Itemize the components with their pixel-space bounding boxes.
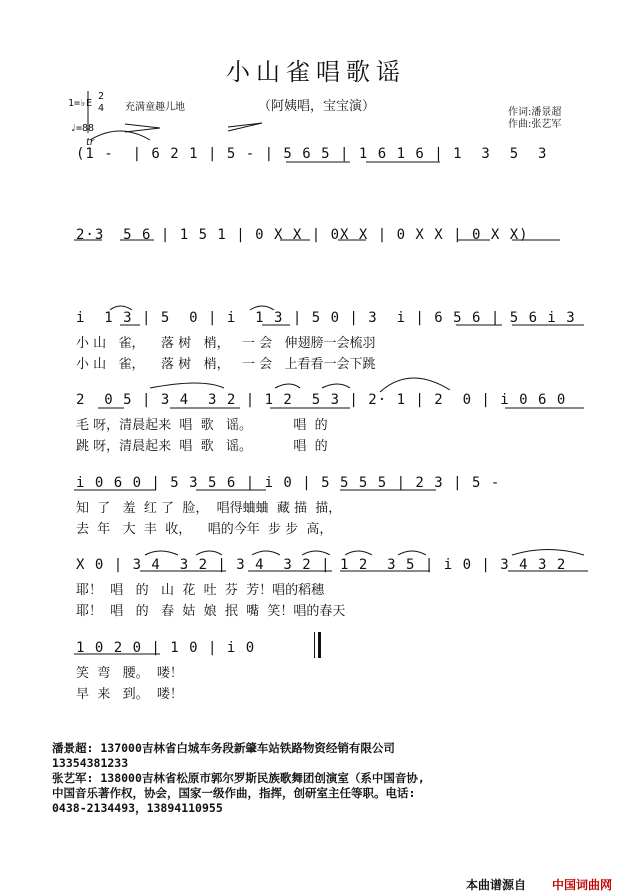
slur-mark — [150, 383, 224, 388]
notation-row-4: 2 0 5 | 3 4 3 2 | 1 2 5 3 | 2· 1 | 2 0 | i 0 6 0 — [76, 392, 567, 408]
notation-row-2: 2·3 5 6 | 1 5 1 | 0 X X | 0X X | 0 X X | 0 X X) — [76, 227, 529, 243]
notation-row-5: i 0 6 0 | 5 3 5 6 | i 0 | 5 5 5 5 | 2 3 | 5 - — [76, 475, 501, 491]
final-barline-thick — [318, 632, 321, 658]
lyric-row-4-verse-1: 毛 呀，清晨起来 唱 歌 谣。 唱 的 — [76, 418, 328, 433]
slur-mark — [322, 384, 350, 388]
notation-row-1: (1 - | 6 2 1 | 5 - | 5 6 5 | 1 6 1 6 | 1 3 5 3 — [76, 146, 548, 162]
notation-row-7: 1 0 2 0 | 1 0 | i 0 — [76, 640, 256, 656]
notation-row-6: X 0 | 3 4 3 2 | 3 4 3 2 | 1 2 3 5 | i 0 | 3 4 3 2 — [76, 557, 567, 573]
expression-marking: 充满童趣儿地 — [125, 102, 185, 113]
performers-note: （阿姨唱，宝宝演） — [258, 99, 376, 114]
contact-line-2: 13354381233 — [52, 756, 129, 770]
slur-mark — [380, 378, 450, 392]
lyric-row-5-verse-1: 知 了 羞 红 了 脸， 唱得蛐蛐 藏 描 描， — [76, 501, 342, 516]
lyric-row-3-verse-2: 小 山 雀， 落 树 梢， 一 会 上看看一会下跳 — [76, 357, 376, 372]
lyric-row-7-verse-1: 笑 弯 腰。 喽！ — [76, 666, 183, 681]
lyricist-credit: 作词:潘景超 — [508, 107, 562, 118]
slur-mark — [90, 131, 150, 140]
hairpin-mark — [228, 123, 262, 131]
lyric-row-3-verse-1: 小 山 雀， 落 树 梢， 一 会 伸翅膀一会梳羽 — [76, 336, 376, 351]
contact-line-3: 张艺军: 138000吉林省松原市郭尔罗斯民族歌舞团创演室（系中国音协, — [52, 771, 425, 785]
slur-mark — [275, 384, 300, 388]
composer-credit: 作曲:张艺军 — [508, 119, 562, 130]
slur-mark — [196, 551, 222, 555]
trill-mark: tr — [86, 137, 95, 148]
footer-source-label: 本曲谱源自 — [466, 878, 527, 892]
slur-mark — [398, 551, 426, 555]
crescendo-mark — [125, 124, 160, 132]
lyric-row-6-verse-2: 耶！ 唱 的 春 姑 娘 抿 嘴 笑！唱的春天 — [76, 604, 346, 619]
lyric-row-6-verse-1: 耶！ 唱 的 山 花 吐 芬 芳！唱的稻穗 — [76, 583, 325, 598]
slur-mark — [302, 551, 330, 555]
key-signature: 1=♭E — [68, 98, 93, 109]
time-signature-top: 2 — [98, 91, 105, 102]
time-signature-bottom: 4 — [98, 103, 105, 114]
score-title: 小山雀唱歌谣 — [226, 58, 406, 86]
slur-mark — [512, 550, 584, 556]
final-barline-thin — [314, 632, 315, 658]
slur-mark — [345, 551, 372, 555]
tempo-marking: ♩=88 — [70, 123, 95, 134]
slur-mark — [145, 551, 178, 555]
lyric-row-7-verse-2: 早 来 到。 喽！ — [76, 687, 183, 702]
contact-line-1: 潘景超: 137000吉林省白城车务段新肇车站铁路物资经销有限公司 — [52, 741, 395, 755]
contact-line-4: 中国音乐著作权，协会，国家一级作曲，指挥，创研室主任等职。电话: — [52, 786, 416, 800]
lyric-row-5-verse-2: 去 年 大 丰 收， 唱的今年 步 步 高， — [76, 522, 333, 537]
slur-mark — [252, 551, 280, 555]
lyric-row-4-verse-2: 跳 呀，清晨起来 唱 歌 谣。 唱 的 — [76, 439, 328, 454]
contact-line-5: 0438-2134493，13894110955 — [52, 801, 223, 815]
notation-row-3: i 1 3 | 5 0 | i 1 3 | 5 0 | 3 i | 6 5 6 | 5 6 i 3 — [76, 310, 576, 326]
footer-site-link[interactable]: 中国词曲网 — [552, 878, 613, 892]
